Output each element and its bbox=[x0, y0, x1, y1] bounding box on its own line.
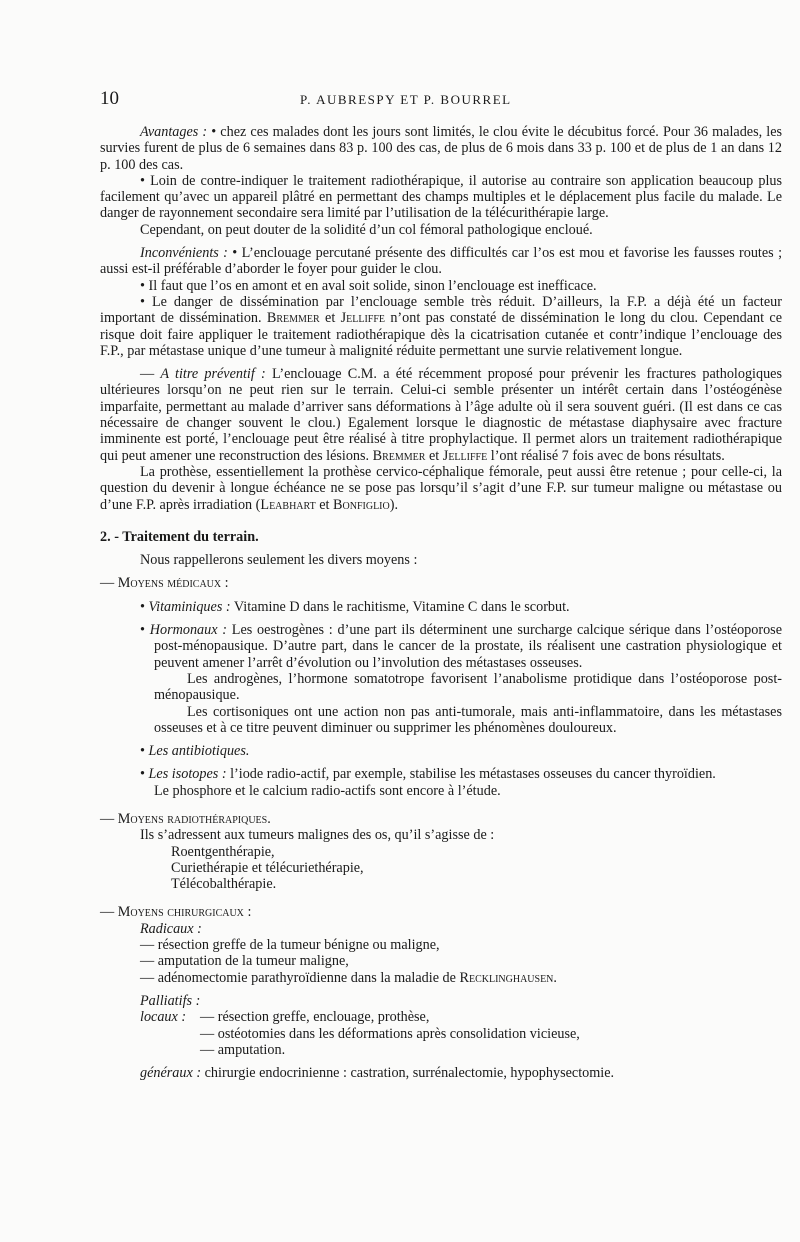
locaux-label: locaux : bbox=[140, 1009, 187, 1026]
list-item: — ostéotomies dans les déformations après consolidation vicieuse, bbox=[200, 1025, 580, 1042]
list-item-vitaminiques: • Vitaminiques : Vitamine D dans le rachitisme, Vitamine C dans le scorbut. bbox=[140, 598, 570, 615]
list-item-antibiotiques: • Les antibiotiques. bbox=[140, 743, 250, 760]
hormonaux-androgenes: Les androgènes, l’hormone somatotrope favorisent l’anabolisme protidique dans l’ostéoporose post-ménopausique. bbox=[154, 670, 782, 704]
author-name: Recklinghausen bbox=[459, 969, 554, 986]
avantages-paragraph-3: Cependant, on peut douter de la solidité d’un col fémoral pathologique encloué. bbox=[140, 221, 593, 238]
section-heading: 2. - Traitement du terrain. bbox=[100, 528, 259, 545]
palliatifs-label: Palliatifs : bbox=[140, 992, 201, 1009]
page-number: 10 bbox=[100, 88, 119, 109]
preventif-paragraph-1: — A titre préventif : L’enclouage C.M. a été récemment proposé pour prévenir les fractures pathologiques ultérieures lorsqu’on ne peut rien sur le terrain. Celui-ci semble présenter un intérêt certain dans l’ostéogénèse imparfaite, permettant au malade d’arriver sans déformations à l’âge adulte où il sera souvent guéri. (Il est dans ce cas nécessaire de changer souvent le clou.) Egalement lorsque le diagnostic de métastase diaphysaire avec fracture imminente est porté, l’enclouage peut être réalisé à titre prophylactique. Il permet alors un traitement radiothérapique qui peut amener une reconstruction des lésions. Bremmer et Jelliffe l’ont réalisé 7 fois avec de bons résultats. bbox=[100, 366, 782, 464]
generaux-line: généraux : chirurgie endocrinienne : castration, surrénalectomie, hypophysectomie. bbox=[140, 1065, 615, 1082]
avantages-paragraph-2: • Loin de contre-indiquer le traitement radiothérapique, il autorise au contraire son application beaucoup plus facilement qu’avec un appareil plâtré en permettant des champs multiples et le déplacement plus facile du malade. Le danger de rayonnement secondaire sera limité par l’utilisation de la télécurithérapie large. bbox=[100, 172, 782, 222]
list-item: — amputation. bbox=[200, 1041, 286, 1058]
section-intro: Nous rappellerons seulement les divers moyens : bbox=[140, 552, 418, 569]
running-title: P. AUBRESPY ET P. BOURREL bbox=[300, 92, 512, 107]
list-item: — adénomectomie parathyroïdienne dans la maladie de Recklinghausen. bbox=[140, 969, 557, 986]
radicaux-label: Radicaux : bbox=[140, 920, 202, 937]
radio-intro: Ils s’adressent aux tumeurs malignes des os, qu’il s’agisse de : bbox=[140, 827, 495, 844]
hormonaux-cortisoniques: Les cortisoniques ont une action non pas anti-tumorale, mais anti-inflammatoire, dans les métastases osseuses et à ce titre peuvent diminuer ou supprimer les phénomènes douloureux. bbox=[154, 703, 782, 736]
list-item: Curiethérapie et télécuriethérapie, bbox=[171, 859, 364, 876]
inconvenients-paragraph-1: Inconvénients : • L’enclouage percutané présente des difficultés car l’os est mou et favorise les fausses routes ; aussi est-il préférable d’aborder le foyer pour guider le clou. bbox=[100, 245, 783, 278]
document-body bbox=[100, 124, 782, 1081]
avantages-label: Avantages : bbox=[140, 124, 208, 140]
prothese-paragraph: La prothèse, essentiellement la prothèse cervico-céphalique fémorale, peut aussi être retenue ; pour celle-ci, la question du devenir à longue échéance ne se pose pas lorsqu’il s’agit d’une F.P. sur tumeur maligne ou métastase ou d’une F.P. après irradiation (Leabhart et Bonfiglio). bbox=[100, 463, 782, 513]
avantages-paragraph-1: Avantages : • chez ces malades dont les jours sont limités, le clou évite le décubitus forcé. Pour 36 malades, les survies furent de plus de 6 semaines dans 83 p. 100 des cas, de plus de 6 mois dans 33 p. 100 et de plus de 1 an dans 12 p. 100 des cas. bbox=[100, 124, 783, 173]
list-item-hormonaux: • Hormonaux : Les oestrogènes : d’une part ils déterminent une surcharge calcique sérique dans l’ostéoporose post-ménopausique. D’autre part, dans le cancer de la prostate, ils réalisent une castration physiologique et peuvent amener l’arrêt d’évolution ou l’involution des métastases osseuses. bbox=[140, 622, 783, 671]
list-item: — résection greffe, enclouage, prothèse, bbox=[200, 1009, 430, 1026]
preventif-label: A titre préventif : bbox=[160, 366, 266, 383]
author-name: Jelliffe bbox=[340, 310, 386, 327]
author-name: Bremmer bbox=[372, 447, 426, 464]
inconvenients-label: Inconvénients : bbox=[140, 245, 228, 262]
list-item-isotopes: • Les isotopes : l’iode radio-actif, par exemple, stabilise les métastases osseuses du cancer thyroïdien. bbox=[140, 766, 716, 783]
moyens-medicaux-heading: — Moyens médicaux : bbox=[100, 575, 229, 592]
author-name: Bonfiglio bbox=[333, 496, 390, 513]
moyens-radio-heading: — Moyens radiothérapiques. bbox=[100, 810, 271, 827]
locaux-block bbox=[100, 1009, 782, 1058]
moyens-chir-heading: — Moyens chirurgicaux : bbox=[100, 904, 252, 921]
inconvenients-paragraph-2: • Il faut que l’os en amont et en aval soit solide, sinon l’enclouage est inefficace. bbox=[140, 277, 597, 294]
list-item: Roentgenthérapie, bbox=[171, 843, 275, 860]
list-item: — amputation de la tumeur maligne, bbox=[140, 953, 349, 970]
locaux-list bbox=[200, 1009, 782, 1058]
isotopes-phosphore: Le phosphore et le calcium radio-actifs sont encore à l’étude. bbox=[154, 782, 501, 799]
author-name: Bremmer bbox=[266, 310, 320, 327]
author-name: Leabhart bbox=[260, 496, 316, 513]
list-item: — résection greffe de la tumeur bénigne ou maligne, bbox=[140, 937, 440, 954]
list-item: Télécobalthérapie. bbox=[171, 876, 277, 893]
author-name: Jelliffe bbox=[442, 447, 488, 464]
inconvenients-paragraph-3: • Le danger de dissémination par l’enclouage semble très réduit. D’ailleurs, la F.P. a déjà été un facteur important de dissémination. Bremmer et Jelliffe n’ont pas constaté de dissémination le long du clou. Cependant ce risque doit faire appliquer le traitement radiothérapique dès la cicatrisation cutanée et contr’indique l’enclouage des F.P., par métastase unique d’une tumeur à malignité réduite permettant une survie relativement longue. bbox=[100, 293, 782, 359]
